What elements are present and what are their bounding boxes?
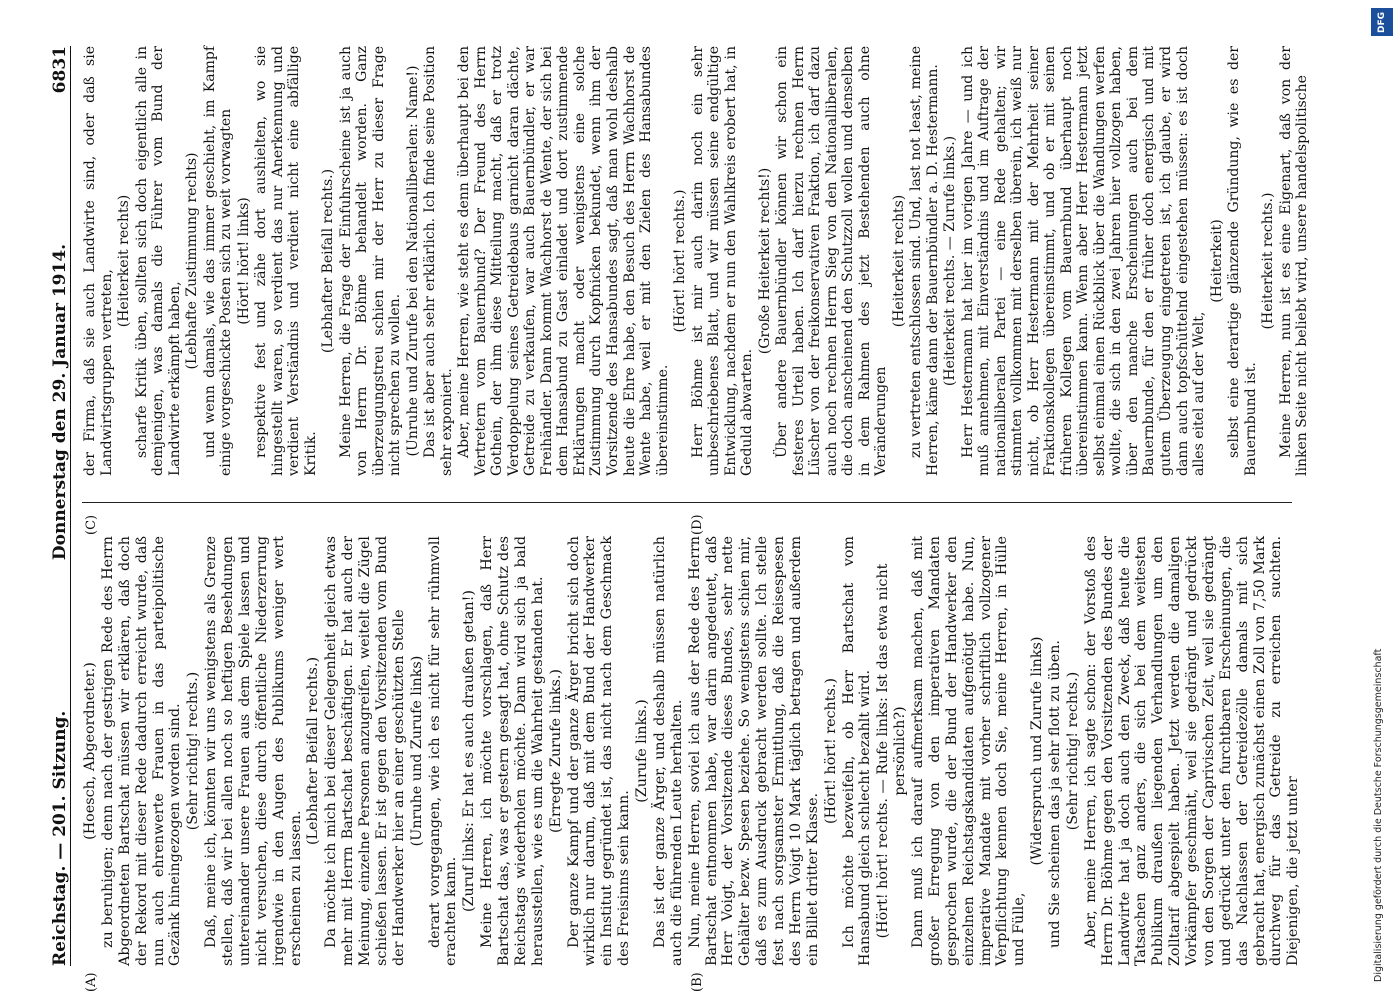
paragraph: scharfe Kritik üben, sollten sich doch eigentlich alle in demjenigen, was damals die Führer vom Bund der Landwirte erkämpft haben, (133, 46, 183, 476)
paragraph: Herr Hestermann hat hier im vorigen Jahre — und ich muß annehmen, mit Einverständnis und im Auftrage der nationalliberalen Partei — eine Rede gehalten; wir stimmten vollkommen mit derselben überein, ich weiß nur nicht, ob Herr Hestermann mit der Mehrheit seiner Fraktionskollegen übereinstimmt, und ob er mit seinen früheren Kollegen vom Bauernbund überhaupt noch übereinstimmen kann. Wenn aber Herr Hestermann jetzt selbst einmal einen Rückblick über die Wandlungen werfen wollte, die sich in den zwei Jahren hier vollzogen haben, über den manche Erscheinungen auch bei dem Bauernbunde, für den er früher doch energisch und mit gutem Überzeugung eingetreten ist, ich glaube, er wird dann auch topfschüttelnd eingestehen müssen: es ist doch alles eitel auf der Welt, (959, 46, 1208, 476)
margin-mark-c: (C) (84, 514, 99, 535)
paragraph: Ich möchte bezweifeln, ob Herr Bartschat vom Hansabund gleich schlecht bezahlt wird. (840, 536, 874, 966)
paragraph: Nun, meine Herren, soviel ich aus der Rede des Herrn Bartschat entnommen habe, war darin angedeutet, daß Herr Voigt, der Vorsitzende dieses Bundes, sehr nette Gehälter bezw. Spesen beziehe. So wenigstens schien mir, daß es zum Ausdruck gebracht werden sollte. Ich stelle fest nach sorgsamster Ermittlung, daß die Reisespesen des Herrn Voigt 10 Mark täglich betragen und außerdem ein Billet dritter Klasse. (686, 536, 821, 966)
paragraph: (Hört! hört! links) (235, 197, 252, 325)
paragraph: (Unruhe und Zurufe bei den Nationalliberalen: Name!) (404, 65, 421, 457)
paragraph: und Sie scheinen das ja sehr flott zu üben. (1047, 640, 1063, 948)
paragraph: selbst eine derartige glänzende Gründung, wie es der Bauernbund ist. (1226, 46, 1259, 476)
paragraph: Über andere Bauernbündler können wir schon ein festeres Urteil haben. Ich darf hierzu rechnen Herrn Lüscher von der freikonservativen Fraktion, ich darf dazu auch noch rechnen Herrn Sieg von den Nationalliberalen, die doch anscheinend den Schutzzoll wollen und denselben in dem Rahmen des jetzt Bestehenden auch ohne Veränderungen (774, 46, 890, 476)
paragraph: Meine Herren, die Frage der Einfuhrscheine ist ja auch von Herrn Dr. Böhme behandelt worden. Ganz überzeugungstreu schien mir der Herr zu dieser Frage nicht sprechen zu wollen. (337, 46, 404, 476)
paragraph: (Zuruf links: Er hat es auch draußen getan!) (461, 590, 478, 912)
paragraph: respektive fest und zähe dort aushielten, wo sie hingestellt waren, so verdient das nur Anerkennung und verdient Verständnis und verdient nicht eine abfällige Kritik. (253, 46, 319, 476)
paragraph: Daß, meine ich, könnten wir uns wenigstens als Grenze stellen, daß wir bei allen noch so heftigen Besehdungen untereinander unsere Frauen aus dem Spiele lassen und nicht versuchen, diese durch öffentliche Niederzerrung irgendwie in den Augen des Publikums weniger wert erscheinen zu lassen. (203, 536, 304, 966)
dfg-logo: DFG (1371, 8, 1393, 36)
paragraph: derart vorgegangen, wie ich es nicht für sehr rühmvoll erachten kann. (426, 536, 460, 966)
page-header (34, 46, 71, 966)
page-number: 6831 (50, 46, 70, 94)
paragraph: der Firma, daß sie auch Landwirte sind, oder daß sie Landwirtsgruppen vertreten, (82, 46, 115, 476)
paragraph: Das ist der ganze Ärger, und deshalb müssen natürlich auch die führenden Leute herhalten. (651, 536, 685, 966)
paragraph: (Hoesch, Abgeordneter.) (82, 662, 98, 840)
paragraph: (Heiterkeit rechts) (116, 194, 133, 328)
paragraph: zu vertreten entschlossen sind. Und, last not least, meine Herren, käme dann der Bauernbündler a. D. Hestermann. (908, 46, 941, 476)
paragraph: (Zurufe links.) (634, 699, 650, 803)
paragraph: (Große Heiterkeit rechts!) (756, 167, 773, 355)
paragraph: Dann muß ich darauf aufmerksam machen, daß mit großer Erregung von den imperativen Mandaten gesprochen wurde, die der Bund der Handwerker den einzelnen Reichstagskandidaten aufgenötigt habe. Nun, imperative Mandate mit vorher schriftlich vollzogener Verpflichtung kennen doch Sie, meine Herren, in Hülle und Fülle, (910, 536, 1028, 966)
paragraph: (Unruhe und Zurufe links) (408, 655, 425, 847)
paragraph: (Hört! hört! rechts. — Rufe links: Ist das etwa nicht persönlich?) (875, 563, 909, 939)
paragraph: (Hört! hört! rechts.) (672, 189, 689, 333)
paragraph: (Sehr richtig! rechts.) (185, 671, 202, 831)
paragraph: Meine Herren, nun ist es eine Eigenart, daß von der linken Seite nicht beliebt wird, unsere handelspolitische (1277, 46, 1311, 476)
paragraph: Meine Herren, ich möchte vorschlagen, daß Herr Bartschat das, was er gestern gesagt hat, ohne Schutz des Reichstags wiederholen möchte. Dann wird sich ja bald herausstellen, wie es um die Wahrheit gestanden hat. (479, 536, 546, 966)
paragraph: (Widerspruch und Zurufe links) (1029, 636, 1046, 866)
paragraph: Der ganze Kampf und der ganze Ärger bricht sich doch wirklich nur darum, daß mit dem Bund der Handwerker ein Institut gegründet ist, das nicht nach dem Geschmack des Freisinns sein kann. (565, 536, 633, 966)
paragraph: (Erregte Zurufe links.) (547, 669, 564, 834)
paragraph: Aber, meine Herren, wie steht es denn überhaupt bei den Vertretern vom Bauernbund? Der Freund des Herrn Gothein, der ihm diese Mitteilung macht, daß er trotz Verdoppelung seines Getreidebaus garnicht daran dächte, Getreide zu verkaufen, war auch Bauernbündler, er war Freihändler. Dann kommt Wachhorst de Wente, der sich bei dem Hansabund zu Gast einladet und dort zustimmende Erklärungen macht oder wenigstens eine solche Zustimmung durch Kopfnicken bekundet, wenn ihm der Vorsitzende des Hansabundes sagt, daß man wohl deshalb heute die Ehre habe, den Besuch des Herrn Wachhorst de Wente habe, weil er mit den Zielen des Hansabundes übereinstimme. (456, 46, 671, 476)
margin-mark-b: (B) (690, 972, 705, 992)
paragraph: (Heiterkeit rechts.) (1260, 192, 1277, 330)
paragraph: (Heiterkeit rechts) (890, 194, 907, 328)
header-left: Reichstag. — 201. Sitzung. (50, 710, 70, 966)
paragraph: (Hört! hört! rechts.) (822, 678, 839, 824)
paragraph: und wenn damals, wie das immer geschieht, im Kampf einige vorgeschickte Posten sich zu weit vorwagten (201, 46, 235, 476)
right-column (82, 46, 1312, 476)
paragraph: (Sehr richtig! rechts.) (1064, 671, 1081, 831)
left-column (82, 536, 1303, 966)
paragraph: Da möchte ich mich bei dieser Gelegenheit gleich etwas mehr mit Herrn Bartschat beschäftigen. Er hat auch der Meinung, einzelne Personen anzugreifen, weitelt die Zügel schießen lassen. Er ist gegen den Vorsitzenden vom Bund der Handwerker hier an einer geschützten Stelle (323, 536, 407, 966)
paragraph: Das ist aber auch sehr erklärlich. Ich finde seine Position sehr exponiert. (422, 46, 455, 476)
column-divider (82, 502, 1292, 503)
paragraph: Herr Böhme ist mir auch darin noch ein sehr unbeschriebenes Blatt, und wir müssen seine endgültige Entwicklung, nachdem er nun den Wahlkreis erobert hat, in Geduld abwarten. (689, 46, 756, 476)
header-date: Donnerstag den 29. Januar 1914. (50, 243, 70, 561)
paragraph: (Lebhafte Zustimmung rechts) (184, 152, 201, 370)
margin-mark-d: (D) (690, 514, 705, 535)
paragraph: (Lebhafter Beifall rechts.) (305, 656, 322, 846)
paragraph: (Lebhafter Beifall rechts.) (320, 168, 337, 354)
margin-mark-a: (A) (84, 972, 99, 992)
paragraph: (Heiterkeit) (1208, 219, 1225, 303)
digitization-credit: Digitalisierung gefördert durch die Deutsche Forschungsgemeinschaft (1373, 648, 1384, 982)
paragraph: zu beruhigen; denn nach der gestrigen Rede des Herrn Abgeordneten Bartschat müssen wir erklären, daß doch der Rekord mit dieser Rede dadurch erreicht wurde, daß nun auch ehrenwerte Frauen in das parteipolitische Gezänk hineingezogen worden sind. (99, 536, 184, 966)
paragraph: (Heiterkeit rechts. — Zurufe links.) (942, 135, 959, 387)
paragraph: Aber, meine Herren, ich sagte schon: der Vorstoß des Herrn Dr. Böhme gegen den Vorsitzenden des Bundes der Landwirte hat ja doch auch den Zweck, daß heute die Tatsachen ganz anders, die sich bei dem weitesten Publikum draußen liegenden Verhandlungen um den Zolltarif abgespielt haben. Jetzt werden die damaligen Vorkämpfer geschmäht, weil sie gedrängt und gedrückt von den Sorgen der Caprivischen Zeit, weil sie gedrängt und gedrückt unter den furchtbaren Erscheinungen, die das Nachlassen der Getreidezölle damals mit sich gebracht hat, energisch zunächst einen Zoll von 7,50 Mark durchweg für das Getreide zu erreichen suchten. Diejenigen, die jetzt unter (1082, 536, 1302, 966)
